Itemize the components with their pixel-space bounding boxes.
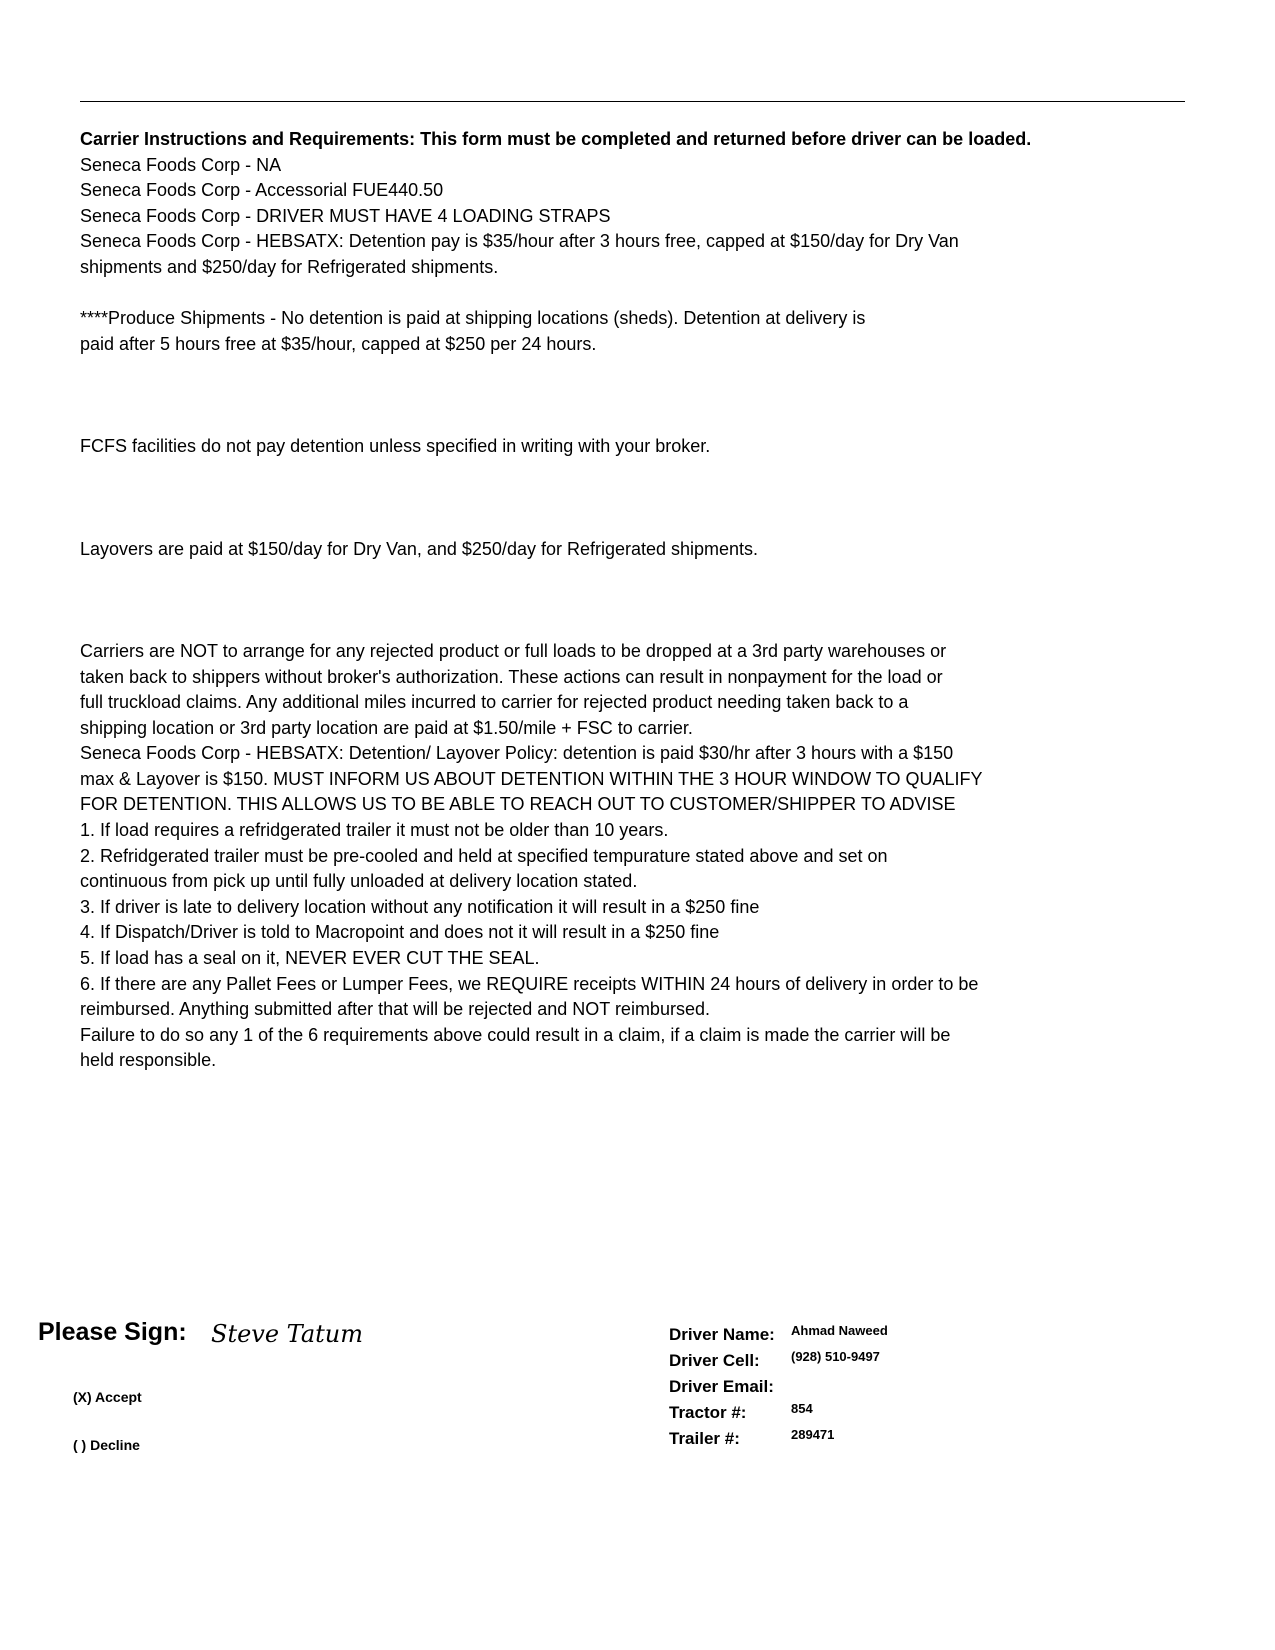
policy-line: max & Layover is $150. MUST INFORM US ABOUT DETENTION WITHIN THE 3 HOUR WINDOW TO QUALIFY <box>80 768 983 789</box>
instruction-line: Seneca Foods Corp - NA <box>80 154 282 175</box>
policy-line: full truckload claims. Any additional miles incurred to carrier for rejected product needing taken back to a <box>80 692 909 713</box>
requirement-line: 3. If driver is late to delivery location without any notification it will result in a $250 fine <box>80 896 760 917</box>
trailer-label: Trailer #: <box>669 1429 740 1448</box>
please-sign-label: Please Sign: <box>38 1318 187 1346</box>
decline-option[interactable]: ( ) Decline <box>73 1437 140 1453</box>
instruction-line: Seneca Foods Corp - HEBSATX: Detention pay is $35/hour after 3 hours free, capped at $150/day for Dry Van <box>80 231 959 252</box>
requirement-line: 6. If there are any Pallet Fees or Lumper Fees, we REQUIRE receipts WITHIN 24 hours of delivery in order to be <box>80 973 979 994</box>
produce-line: paid after 5 hours free at $35/hour, capped at $250 per 24 hours. <box>80 333 597 354</box>
driver-cell-label: Driver Cell: <box>669 1351 760 1370</box>
claim-line: held responsible. <box>80 1050 217 1071</box>
driver-cell-value[interactable]: (928) 510-9497 <box>791 1349 880 1364</box>
signature[interactable]: Steve Tatum <box>211 1320 363 1348</box>
trailer-value[interactable]: 289471 <box>791 1427 835 1442</box>
layovers-note: Layovers are paid at $150/day for Dry Van, and $250/day for Refrigerated shipments. <box>80 538 759 559</box>
instructions-heading: Carrier Instructions and Requirements: This form must be completed and returned before driver can be loaded. <box>80 129 1032 149</box>
requirement-line: 5. If load has a seal on it, NEVER EVER CUT THE SEAL. <box>80 948 540 969</box>
tractor-value[interactable]: 854 <box>791 1401 813 1416</box>
driver-name-value[interactable]: Ahmad Naweed <box>791 1323 888 1338</box>
policy-line: shipping location or 3rd party location are paid at $1.50/mile + FSC to carrier. <box>80 717 693 738</box>
instructions-body <box>80 127 1220 1074</box>
instruction-line: Seneca Foods Corp - Accessorial FUE440.50 <box>80 180 444 201</box>
claim-line: Failure to do so any 1 of the 6 requirements above could result in a claim, if a claim is made the carrier will be <box>80 1024 951 1045</box>
fcfs-note: FCFS facilities do not pay detention unless specified in writing with your broker. <box>80 436 711 457</box>
top-rule <box>80 101 1185 102</box>
accept-option[interactable]: (X) Accept <box>73 1389 142 1405</box>
tractor-label: Tractor #: <box>669 1403 747 1422</box>
policy-line: FOR DETENTION. THIS ALLOWS US TO BE ABLE TO REACH OUT TO CUSTOMER/SHIPPER TO ADVISE <box>80 794 956 815</box>
requirement-line: continuous from pick up until fully unloaded at delivery location stated. <box>80 871 638 892</box>
instruction-line: Seneca Foods Corp - DRIVER MUST HAVE 4 LOADING STRAPS <box>80 205 611 226</box>
policy-line: Carriers are NOT to arrange for any rejected product or full loads to be dropped at a 3rd party warehouses or <box>80 640 947 661</box>
requirement-line: reimbursed. Anything submitted after that will be rejected and NOT reimbursed. <box>80 999 710 1020</box>
requirement-line: 4. If Dispatch/Driver is told to Macropoint and does not it will result in a $250 fine <box>80 922 720 943</box>
driver-email-label: Driver Email: <box>669 1377 774 1396</box>
instruction-line: shipments and $250/day for Refrigerated shipments. <box>80 256 499 277</box>
requirement-line: 2. Refridgerated trailer must be pre-cooled and held at specified tempurature stated above and set on <box>80 845 888 866</box>
policy-line: Seneca Foods Corp - HEBSATX: Detention/ Layover Policy: detention is paid $30/hr after 3 hours with a $150 <box>80 743 954 764</box>
requirement-line: 1. If load requires a refridgerated trailer it must not be older than 10 years. <box>80 820 669 841</box>
produce-line: ****Produce Shipments - No detention is paid at shipping locations (sheds). Detention at delivery is <box>80 308 866 329</box>
policy-line: taken back to shippers without broker's authorization. These actions can result in nonpayment for the load or <box>80 666 943 687</box>
driver-name-label: Driver Name: <box>669 1325 775 1344</box>
